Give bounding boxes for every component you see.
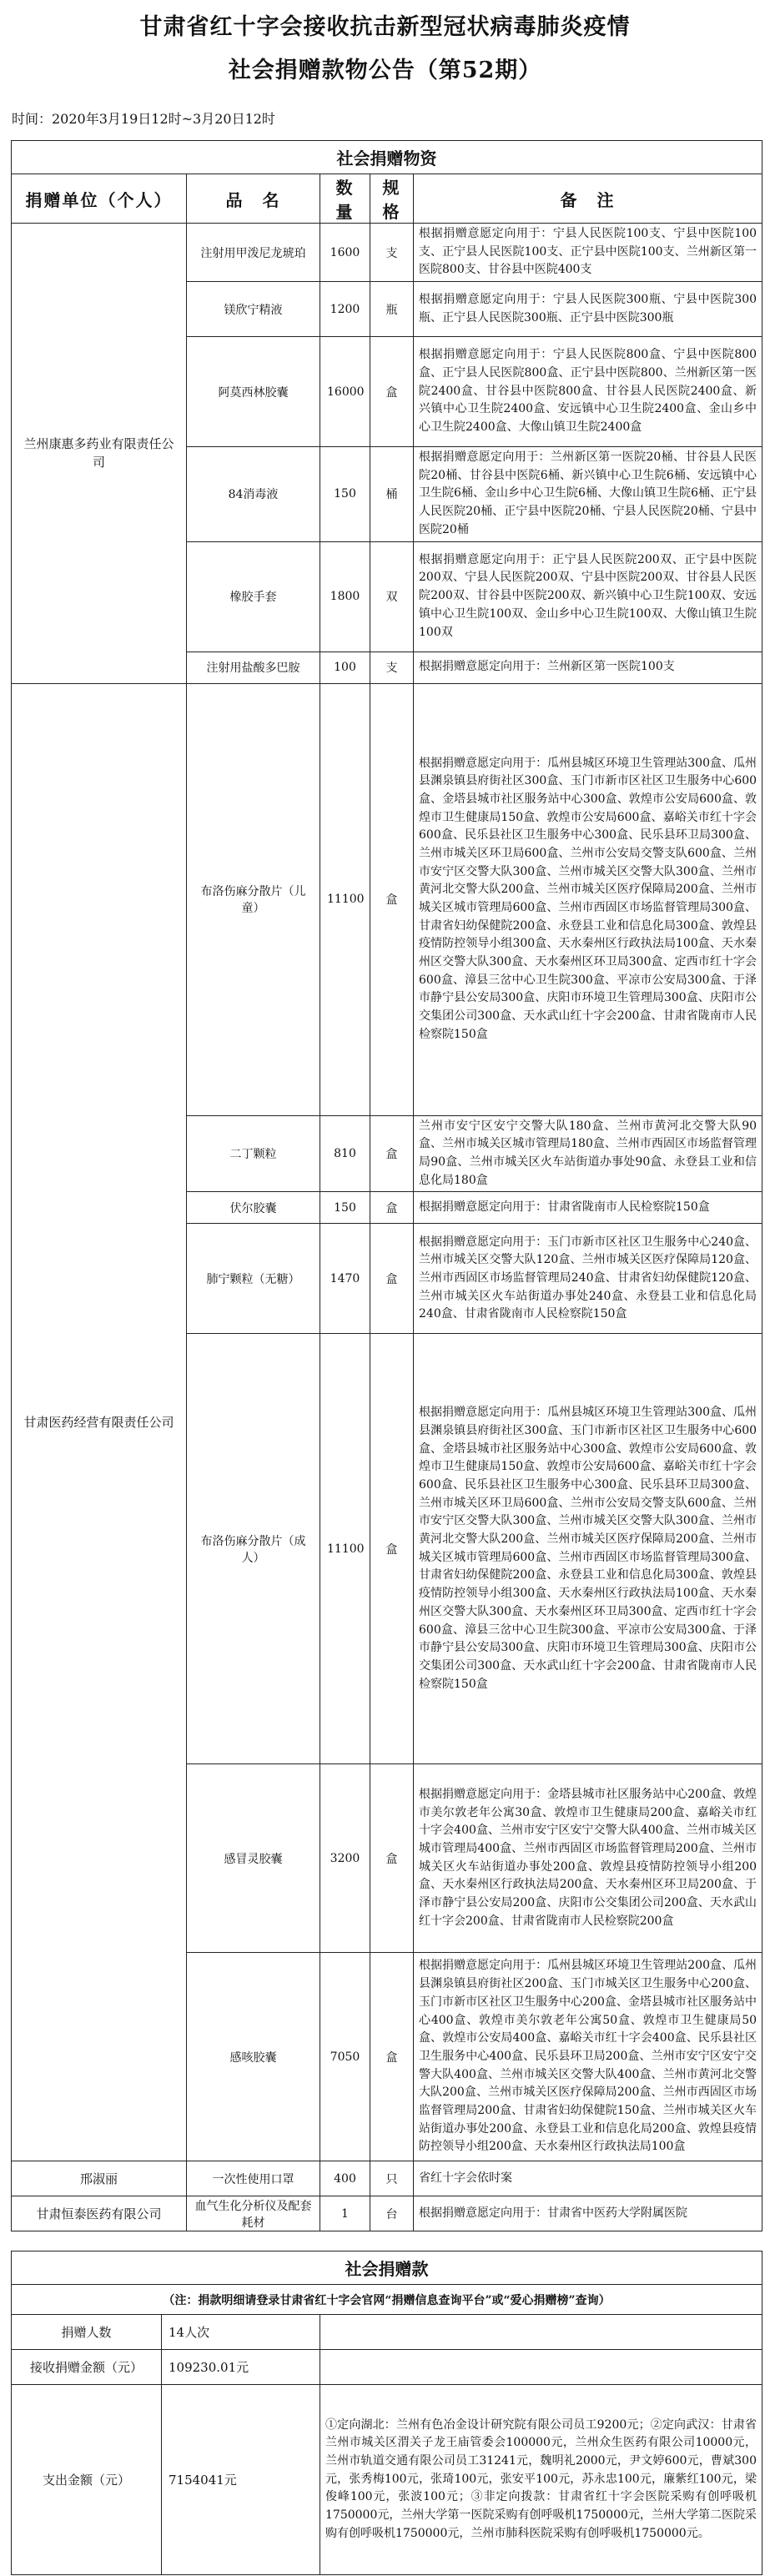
item-qty-cell: 3200 (320, 1764, 370, 1953)
item-name-cell: 伏尔胶囊 (187, 1192, 320, 1224)
item-qty-cell: 16000 (320, 337, 370, 447)
item-note-cell: 根据捐赠意愿定向用于：兰州新区第一医院20桶、甘谷县人民医院20桶、甘谷县中医院6桶、新兴镇中心卫生院6桶、安远镇中心卫生院6桶、金山乡中心卫生院6桶、大像山镇卫生院6桶、正宁县人民医院20桶、正宁县中医院20桶、宁县人民医院20桶、宁县中医院20桶 (414, 447, 762, 541)
item-qty-cell: 1470 (320, 1224, 370, 1334)
received-amount-blank (320, 2350, 762, 2385)
item-name-cell: 阿莫西林胶囊 (187, 337, 320, 447)
item-name-cell: 感咳胶囊 (187, 1953, 320, 2161)
item-name-cell: 镁欣宁精液 (187, 282, 320, 337)
item-note-cell: 根据捐赠意愿定向用于：瓜州县城区环境卫生管理站300盒、瓜州县渊泉镇县府街社区300盒、玉门市新市区社区卫生服务中心600盒、金塔县城市社区服务站中心300盒、敦煌市公安局600盒、敦煌市卫生健康局150盒、敦煌市公安局600盒、嘉峪关市红十字会600盒、民乐县社区卫生服务中心300盒、民乐县环卫局300盒、兰州市城关区环卫局600盒、兰州市公安局交警支队600盒、兰州市安宁区交警大队300盒、兰州市城关区交警大队300盒、兰州市黄河北交警大队200盒、兰州市城关区医疗保障局200盒、兰州市城关区城市管理局600盒、兰州市西固区市场监督管理局300盒、甘肃省妇幼保健院200盒、永登县工业和信息化局300盒、敦煌县疫情防控领导小组300盒、天水秦州区行政执法局100盒、天水秦州区交警大队300盒、天水秦州区环卫局300盒、定西市红十字会600盒、漳县三岔中心卫生院300盒、平凉市公安局300盒、于泽市静宁县公安局300盒、庆阳市环境卫生管理局300盒、庆阳市公交集团公司300盒、天水武山红十字会200盒、甘肃省陇南市人民检察院150盒 (414, 683, 762, 1115)
item-unit-cell: 台 (370, 2196, 414, 2231)
donor-cell: 邢淑丽 (12, 2161, 187, 2196)
item-note-cell: 根据捐赠意愿定向用于：宁县人民医院300瓶、宁县中医院300瓶、正宁县人民医院300瓶、正宁县中医院300瓶 (414, 282, 762, 337)
item-qty-cell: 1800 (320, 541, 370, 652)
item-name-cell: 一次性使用口罩 (187, 2161, 320, 2196)
item-note-cell: 根据捐赠意愿定向用于：瓜州县城区环境卫生管理站300盒、瓜州县渊泉镇县府街社区300盒、玉门市新市区社区卫生服务中心600盒、金塔县城市社区服务站中心300盒、敦煌市公安局600盒、敦煌市卫生健康局150盒、敦煌市公安局600盒、嘉峪关市红十字会600盒、民乐县社区卫生服务中心300盒、民乐县环卫局300盒、兰州市城关区环卫局600盒、兰州市公安局交警支队600盒、兰州市安宁区交警大队300盒、兰州市城关区交警大队300盒、兰州市黄河北交警大队200盒、兰州市城关区医疗保障局200盒、兰州市城关区城市管理局600盒、兰州市西固区市场监督管理局300盒、甘肃省妇幼保健院200盒、永登县工业和信息化局300盒、敦煌县疫情防控领导小组300盒、天水秦州区行政执法局100盒、天水秦州区交警大队300盒、天水秦州区环卫局300盒、定西市红十字会600盒、漳县三岔中心卫生院300盒、平凉市公安局300盒、于泽市静宁县公安局300盒、庆阳市环境卫生管理局300盒、庆阳市公交集团公司300盒、天水武山红十字会200盒、甘肃省陇南市人民检察院150盒 (414, 1334, 762, 1764)
table-row (12, 2196, 762, 2231)
item-name-cell: 布洛伤麻分散片（儿童） (187, 683, 320, 1115)
item-unit-cell: 双 (370, 541, 414, 652)
table-row (12, 2161, 762, 2196)
received-amount-label: 接收捐赠金额（元） (12, 2350, 162, 2385)
item-name-cell: 注射用盐酸多巴胺 (187, 652, 320, 683)
item-name-cell: 二丁颗粒 (187, 1115, 320, 1192)
item-name-cell: 注射用甲泼尼龙琥珀 (187, 224, 320, 282)
col-header-donor: 捐赠单位（个人） (12, 174, 187, 224)
item-note-cell: 根据捐赠意愿定向用于：瓜州县城区环境卫生管理站200盒、瓜州县渊泉镇县府街社区200盒、玉门市城关区卫生服务中心200盒、玉门市新市区社区卫生服务中心200盒、金塔县城市社区服务站中心400盒、敦煌市美尔敦老年公寓50盒、敦煌市卫生健康局50盒、敦煌市公安局400盒、嘉峪关市红十字会400盒、民乐县社区卫生服务中心400盒、民乐县环卫局200盒、兰州市安宁区安宁交警大队400盒、兰州市城关区交警大队400盒、兰州市黄河北交警大队200盒、兰州市城关区医疗保障局200盒、兰州市西固区市场监督管理局200盒、甘肃省妇幼保健院150盒、兰州市城关区火车站街道办事处200盒、永登县工业和信息化局200盒、敦煌县疫情防控领导小组200盒、天水秦州区行政执法局100盒 (414, 1953, 762, 2161)
goods-section-title: 社会捐赠物资 (12, 141, 762, 174)
col-header-qty: 数量 (320, 174, 370, 224)
item-qty-cell: 11100 (320, 683, 370, 1115)
money-query-note: （注：捐款明细请登录甘肃省红十字会官网“捐赠信息查询平台”或“爱心捐赠榜”查询） (12, 2285, 762, 2315)
item-unit-cell: 盒 (370, 1192, 414, 1224)
item-unit-cell: 盒 (370, 1334, 414, 1764)
item-qty-cell: 150 (320, 447, 370, 541)
table-row (12, 224, 762, 282)
item-note-cell: 根据捐赠意愿定向用于：宁县人民医院800盒、宁县中医院800盒、正宁县人民医院800盒、正宁县中医院800、兰州新区第一医院2400盒、甘谷县中医院800盒、甘谷县人民医院2400盒、新兴镇中心卫生院2400盒、安远镇中心卫生院2400盒、金山乡中心卫生院2400盒、大像山镇卫生院2400盒 (414, 337, 762, 447)
table-row (12, 683, 762, 1115)
item-qty-cell: 7050 (320, 1953, 370, 2161)
item-qty-cell: 1 (320, 2196, 370, 2231)
page-title-line2: 社会捐赠款物公告（第52期） (228, 58, 542, 83)
item-unit-cell: 盒 (370, 1953, 414, 2161)
col-header-unit: 规格 (370, 174, 414, 224)
item-name-cell: 肺宁颗粒（无糖） (187, 1224, 320, 1334)
page-title-line1: 甘肃省红十字会接收抗击新型冠状病毒肺炎疫情 (139, 14, 631, 40)
item-qty-cell: 150 (320, 1192, 370, 1224)
item-note-cell: 根据捐赠意愿定向用于：玉门市新市区社区卫生服务中心240盒、兰州市城关区交警大队120盒、兰州市城关区医疗保障局120盒、兰州市西固区市场监督管理局240盒、甘肃省妇幼保健院120盒、兰州市城关区火车站街道办事处240盒、永登县工业和信息化局240盒、甘肃省陇南市人民检察院150盒 (414, 1224, 762, 1334)
item-unit-cell: 支 (370, 652, 414, 683)
money-table (11, 2251, 762, 2575)
item-note-cell: 根据捐赠意愿定向用于：兰州新区第一医院100支 (414, 652, 762, 683)
item-note-cell: 根据捐赠意愿定向用于：甘肃省中医药大学附属医院 (414, 2196, 762, 2231)
expense-amount-label: 支出金额（元） (12, 2385, 162, 2575)
item-note-cell: 省红十字会依时案 (414, 2161, 762, 2196)
col-header-note: 备 注 (414, 174, 762, 224)
item-unit-cell: 只 (370, 2161, 414, 2196)
item-name-cell: 血气生化分析仪及配套耗材 (187, 2196, 320, 2231)
donor-count-label: 捐赠人数 (12, 2315, 162, 2350)
item-unit-cell: 盒 (370, 337, 414, 447)
money-section-title: 社会捐赠款 (12, 2251, 762, 2285)
item-unit-cell: 盒 (370, 1764, 414, 1953)
item-note-cell: 根据捐赠意愿定向用于：宁县人民医院100支、宁县中医院100支、正宁县人民医院100支、正宁县中医院100支、兰州新区第一医院800支、甘谷县中医院400支 (414, 224, 762, 282)
donor-count-value: 14人次 (162, 2315, 320, 2350)
item-unit-cell: 瓶 (370, 282, 414, 337)
item-unit-cell: 盒 (370, 683, 414, 1115)
goods-table (11, 140, 762, 2231)
item-qty-cell: 100 (320, 652, 370, 683)
item-qty-cell: 810 (320, 1115, 370, 1192)
item-qty-cell: 11100 (320, 1334, 370, 1764)
expense-detail-note: ①定向湖北：兰州有色冶金设计研究院有限公司员工9200元；②定向武汉：甘肃省兰州市城关区渭关子龙王庙管委会100000元，兰州众生医药有限公司10000元，兰州市轨道交通有限公司员工31241元，魏明礼2000元，尹文婷600元，曹斌300元，张秀梅100元，张琦100元，张安平100元，苏永忠100元，廉紫红100元，梁俊峰100元，张波100元；③非定向拨款：甘肃省红十字会医院采购有创呼吸机1750000元，兰州大学第一医院采购有创呼吸机1750000元，兰州大学第二医院采购有创呼吸机1750000元，兰州市肺科医院采购有创呼吸机1750000元。 (320, 2385, 762, 2575)
item-note-cell: 根据捐赠意愿定向用于：正宁县人民医院200双、正宁县中医院200双、宁县人民医院200双、宁县中医院200双、甘谷县人民医院200双、甘谷县中医院200双、新兴镇中心卫生院100双、安远镇中心卫生院100双、金山乡中心卫生院100双、大像山镇卫生院100双 (414, 541, 762, 652)
item-qty-cell: 1600 (320, 224, 370, 282)
donor-cell: 甘肃医药经营有限责任公司 (12, 683, 187, 2161)
expense-amount-value: 7154041元 (162, 2385, 320, 2575)
item-qty-cell: 400 (320, 2161, 370, 2196)
item-qty-cell: 1200 (320, 282, 370, 337)
item-note-cell: 兰州市安宁区安宁交警大队180盒、兰州市黄河北交警大队90盒、兰州市城关区城市管理局180盒、兰州市西固区市场监督管理局90盒、兰州市城关区火车站街道办事处90盒、永登县工业和信息化局180盒 (414, 1115, 762, 1192)
item-name-cell: 橡胶手套 (187, 541, 320, 652)
item-unit-cell: 桶 (370, 447, 414, 541)
time-range: 时间：2020年3月19日12时~3月20日12时 (12, 111, 275, 127)
item-name-cell: 布洛伤麻分散片（成人） (187, 1334, 320, 1764)
item-unit-cell: 支 (370, 224, 414, 282)
col-header-name: 品 名 (187, 174, 320, 224)
item-note-cell: 根据捐赠意愿定向用于：甘肃省陇南市人民检察院150盒 (414, 1192, 762, 1224)
item-name-cell: 84消毒液 (187, 447, 320, 541)
item-unit-cell: 盒 (370, 1115, 414, 1192)
donor-count-blank (320, 2315, 762, 2350)
item-note-cell: 根据捐赠意愿定向用于：金塔县城市社区服务站中心200盒、敦煌市美尔敦老年公寓30盒、敦煌市卫生健康局200盒、嘉峪关市红十字会400盒、兰州市安宁区安宁交警大队400盒、兰州市城关区城市管理局400盒、兰州市西固区市场监督管理局200盒、兰州市城关区火车站街道办事处200盒、敦煌县疫情防控领导小组200盒、天水秦州区行政执法局200盒、天水秦州区环卫局200盒、于泽市静宁县公安局200盒、庆阳市公交集团公司200盒、天水武山红十字会200盒、甘肃省陇南市人民检察院200盒 (414, 1764, 762, 1953)
donor-cell: 兰州康惠多药业有限责任公司 (12, 224, 187, 684)
item-name-cell: 感冒灵胶囊 (187, 1764, 320, 1953)
received-amount-value: 109230.01元 (162, 2350, 320, 2385)
item-unit-cell: 盒 (370, 1224, 414, 1334)
donor-cell: 甘肃恒泰医药有限公司 (12, 2196, 187, 2231)
